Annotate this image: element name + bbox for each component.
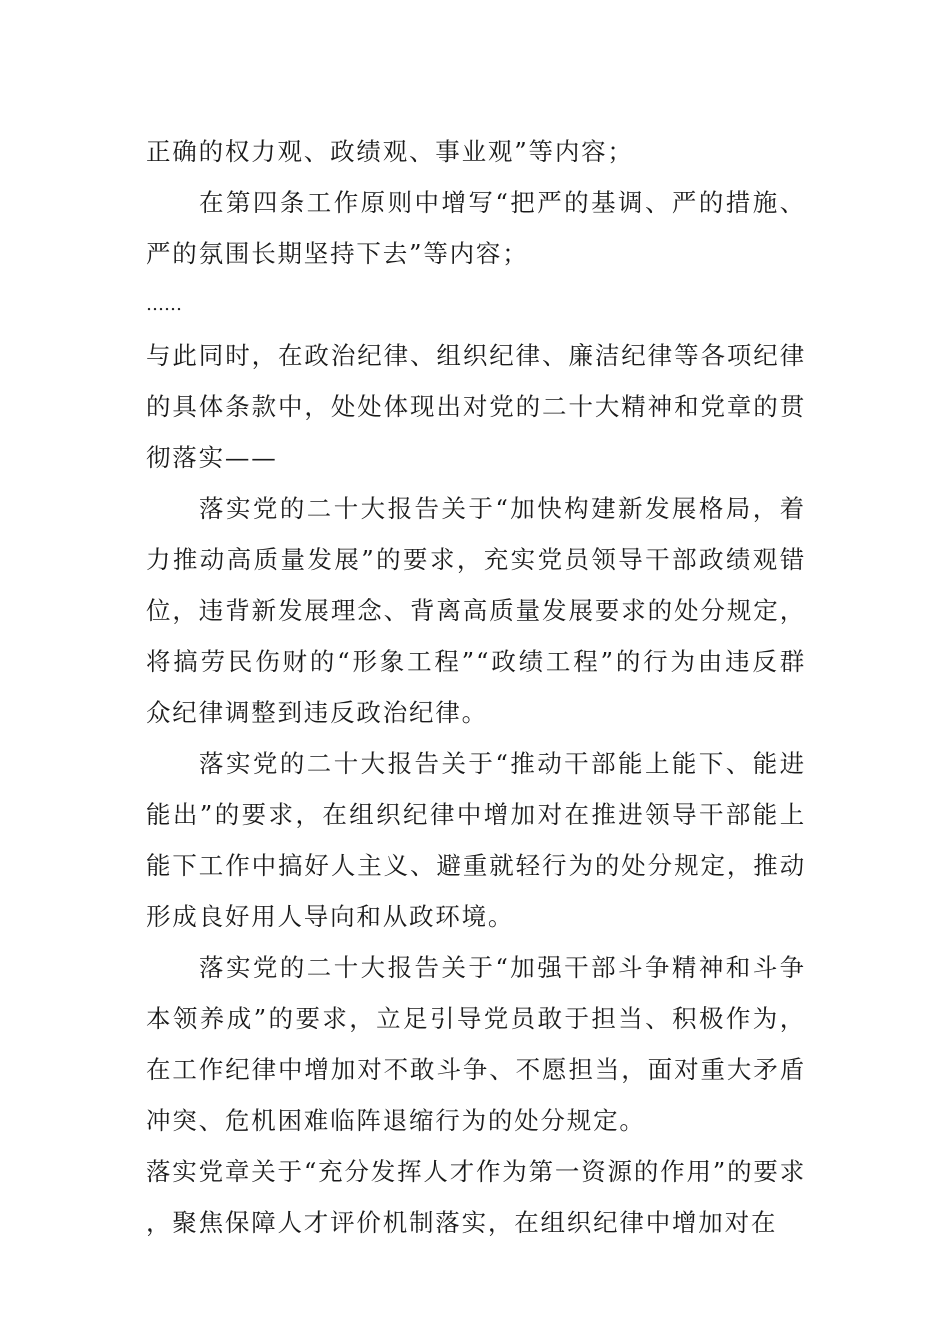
ellipsis-marker: …… xyxy=(146,294,182,315)
paragraph-fighting-spirit: 落实党的二十大报告关于“加强干部斗争精神和斗争本领养成”的要求，立足引导党员敢于担当、积极作为，在工作纪律中增加对不敢斗争、不愿担当，面对重大矛盾冲突、危机困难临阵退缩行为的处分规定。 xyxy=(146,953,806,1135)
document-body xyxy=(146,126,806,1248)
paragraph-cadre-promotion: 落实党的二十大报告关于“推动干部能上能下、能进能出”的要求，在组织纪律中增加对在推进领导干部能上能下工作中搞好人主义、避重就轻行为的处分规定，推动形成良好用人导向和从政环境。 xyxy=(146,749,806,931)
paragraph-continuation: 正确的权力观、政绩观、事业观”等内容； xyxy=(146,137,634,166)
paragraph-work-principle: 在第四条工作原则中增写“把严的基调、严的措施、严的氛围长期坚持下去”等内容； xyxy=(146,188,806,268)
paragraph-meanwhile: 与此同时，在政治纪律、组织纪律、廉洁纪律等各项纪律的具体条款中，处处体现出对党的二十大精神和党章的贯彻落实—— xyxy=(146,341,806,472)
paragraph-high-quality-development: 落实党的二十大报告关于“加快构建新发展格局，着力推动高质量发展”的要求，充实党员领导干部政绩观错位，违背新发展理念、背离高质量发展要求的处分规定，将搞劳民伤财的“形象工程”“政绩工程”的行为由违反群众纪律调整到违反政治纪律。 xyxy=(146,494,806,727)
paragraph-talent-resource: 落实党章关于“充分发挥人才作为第一资源的作用”的要求，聚焦保障人才评价机制落实，在组织纪律中增加对在 xyxy=(146,1157,806,1237)
